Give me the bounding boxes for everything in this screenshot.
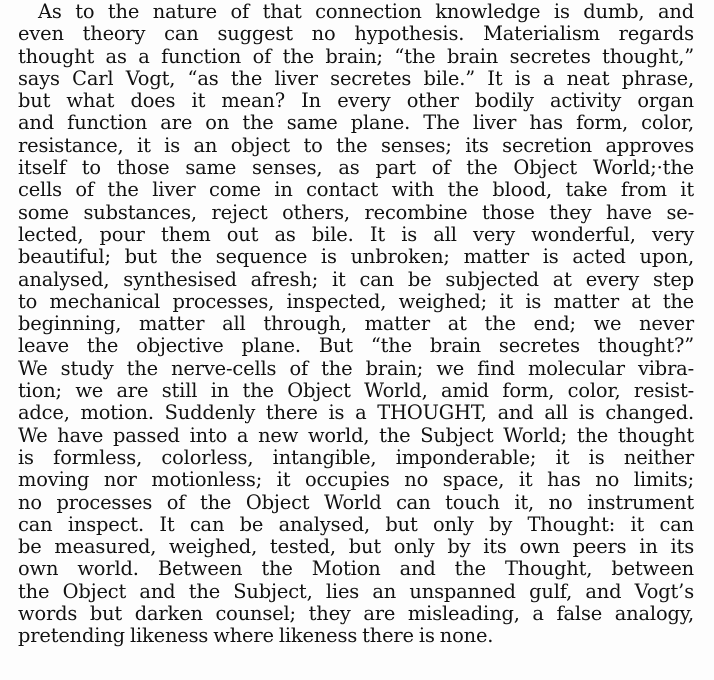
text-line: pretending likeness where likeness there is none. — [18, 624, 494, 648]
text-line: beautiful; but the sequence is unbroken; matter is acted upon, — [18, 245, 694, 269]
text-line: We study the nerve-cells of the brain; we find molecular vibra- — [18, 356, 694, 380]
text-line: the Object and the Subject, lies an unspanned gulf, and Vogt’s — [18, 579, 694, 603]
body-paragraph — [18, 1, 694, 648]
text-line: We have passed into a new world, the Subject World; the thought — [18, 423, 694, 447]
text-line: own world. Between the Motion and the Thought, between — [18, 557, 694, 581]
text-line: tion; we are still in the Object World, amid form, color, resist- — [18, 379, 694, 403]
text-line: resistance, it is an object to the senses; its secretion approves — [18, 133, 694, 157]
text-line: is formless, colorless, intangible, imponderable; it is neither — [18, 445, 694, 469]
text-line: and function are on the same plane. The liver has form, color, — [18, 111, 694, 135]
text-line: can inspect. It can be analysed, but only by Thought: it can — [18, 512, 694, 536]
text-line: adce, motion. Suddenly there is a THOUGHT, and all is changed. — [18, 401, 694, 425]
text-line: some substances, reject others, recombine those they have se- — [18, 200, 694, 224]
text-line: beginning, matter all through, matter at the end; we never — [18, 312, 694, 336]
text-line: lected, pour them out as bile. It is all very wonderful, very — [18, 222, 694, 246]
text-line: moving nor motionless; it occupies no space, it has no limits; — [18, 468, 694, 492]
text-line: itself to those same senses, as part of the Object World;·the — [18, 156, 694, 180]
text-line: says Carl Vogt, “as the liver secretes bile.” It is a neat phrase, — [18, 66, 694, 90]
text-line: leave the objective plane. But “the brain secretes thought?” — [18, 334, 694, 358]
text-line: As to the nature of that connection knowledge is dumb, and — [38, 0, 694, 23]
text-line: thought as a function of the brain; “the brain secretes thought,” — [18, 44, 694, 68]
text-line: no processes of the Object World can touch it, no instrument — [18, 490, 694, 514]
text-line: even theory can suggest no hypothesis. Materialism regards — [18, 22, 694, 46]
text-line: but what does it mean? In every other bodily activity organ — [18, 89, 694, 113]
text-line: be measured, weighed, tested, but only by its own peers in its — [18, 535, 694, 559]
text-line: analysed, synthesised afresh; it can be subjected at every step — [18, 267, 694, 291]
text-line: to mechanical processes, inspected, weighed; it is matter at the — [18, 289, 694, 313]
text-line: cells of the liver come in contact with the blood, take from it — [18, 178, 694, 202]
text-line: words but darken counsel; they are misleading, a false analogy, — [18, 602, 694, 626]
